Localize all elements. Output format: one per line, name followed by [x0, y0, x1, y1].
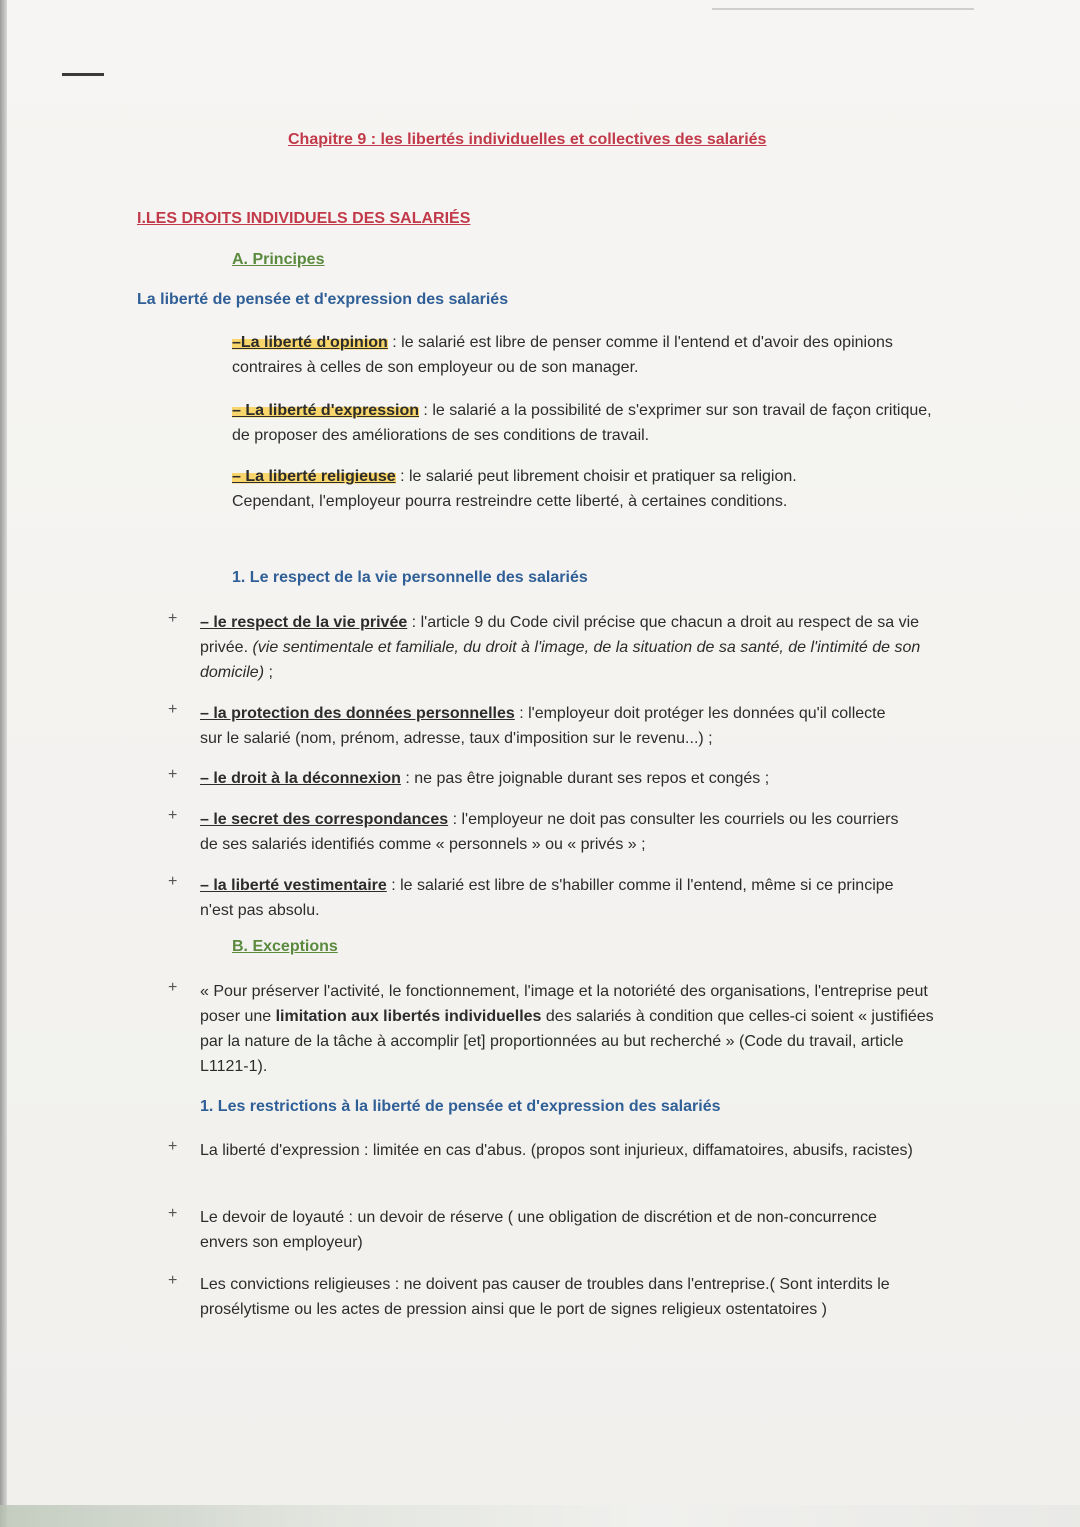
text-liberte-opinion: le salarié est libre de penser comme il l'entend et d'avoir des opinions contraires à celles de son employeur ou de son manager.	[232, 334, 893, 376]
item-vie-privee	[200, 610, 945, 685]
tail-vie-privee: ;	[264, 664, 273, 681]
plus-bullet: +	[168, 873, 178, 890]
item-deconnexion	[200, 766, 920, 791]
text-liberte-expression: le salarié a la possibilité de s'exprimer sur son travail de façon critique, de proposer des améliorations de ses conditions de travail.	[232, 402, 932, 444]
text-deconnexion: ne pas être joignable durant ses repos et congés ;	[414, 770, 770, 787]
term-donnees-personnelles: – la protection des données personnelles	[200, 705, 515, 722]
item-liberte-vestimentaire	[200, 873, 920, 923]
subheading-principes: A. Principes	[232, 251, 325, 268]
exceptions-part1: « Pour préserver l'activité, le fonctionnement, l'image et la notoriété des organisations, l'entreprise peut poser une	[200, 983, 928, 1025]
plus-bullet: +	[168, 807, 178, 824]
text-vie-privee: l'article 9 du Code civil précise que chacun a droit au respect de sa vie privée.	[200, 614, 920, 656]
plus-bullet: +	[168, 1138, 178, 1155]
text-liberte-religieuse: le salarié peut librement choisir et pratiquer sa religion. Cependant, l'employeur pourra restreindre cette liberté, à certaines conditions.	[232, 468, 797, 510]
separator: :	[418, 402, 433, 419]
term-liberte-religieuse: – La liberté religieuse	[232, 468, 396, 485]
text-liberte-vestimentaire: le salarié est libre de s'habiller comme il l'entend, même si ce principe n'est pas absolu.	[200, 877, 894, 919]
plus-bullet: +	[168, 979, 178, 996]
plus-bullet: +	[168, 701, 178, 718]
separator: :	[395, 468, 409, 485]
term-liberte-expression: – La liberté d'expression	[232, 402, 419, 419]
item-donnees-personnelles	[200, 701, 900, 751]
text-donnees-personnelles: l'employeur doit protéger les données qu'il collecte sur le salarié (nom, prénom, adresse, taux d'imposition sur le revenu...) ;	[200, 705, 886, 747]
text-secret-correspondances: l'employeur ne doit pas consulter les courriels ou les courriers de ses salariés identifiés comme « personnels » ou « privés » ;	[200, 811, 899, 853]
page-left-edge	[0, 0, 7, 1527]
separator: :	[407, 614, 421, 631]
plus-bullet: +	[168, 610, 178, 627]
section-heading-individual-rights: I.LES DROITS INDIVIDUELS DES SALARIÉS	[137, 210, 471, 227]
heading-vie-personnelle: 1. Le respect de la vie personnelle des salariés	[232, 569, 588, 586]
restriction-religieuses: Les convictions religieuses : ne doivent pas causer de troubles dans l'entreprise.( Sont interdits le prosélytisme ou les actes de pression ainsi que le port de signes religieux ostentatoires )	[200, 1276, 890, 1318]
scan-top-line	[712, 8, 974, 10]
term-vie-privee: – le respect de la vie privée	[200, 614, 408, 631]
heading-pensee-expression: La liberté de pensée et d'expression des salariés	[137, 291, 509, 308]
restriction-expression: La liberté d'expression : limitée en cas d'abus. (propos sont injurieux, diffamatoires, abusifs, racistes)	[200, 1142, 913, 1159]
exceptions-part2: des salariés à condition que celles-ci soient « justifiées par la nature de la tâche à accomplir [et] proportionnées au but recherché » (Code du travail, article L1121-1).	[200, 1008, 934, 1075]
separator: :	[386, 877, 401, 894]
heading-restrictions: 1. Les restrictions à la liberté de pensée et d'expression des salariés	[200, 1098, 721, 1115]
subheading-exceptions: B. Exceptions	[232, 938, 338, 955]
item-secret-correspondances	[200, 807, 900, 857]
italic-vie-privee: (vie sentimentale et familiale, du droit à l'image, de la situation de sa santé, de l'intimité de son domicile)	[200, 639, 921, 681]
scan-bottom-strip	[0, 1505, 1080, 1527]
paragraph-exceptions	[200, 979, 940, 1079]
plus-bullet: +	[168, 766, 178, 783]
term-secret-correspondances: – le secret des correspondances	[200, 811, 449, 828]
exceptions-bold: limitation aux libertés individuelles	[275, 1008, 542, 1025]
separator: :	[400, 770, 415, 787]
page-dash-mark	[62, 73, 104, 76]
restriction-loyaute: Le devoir de loyauté : un devoir de réserve ( une obligation de discrétion et de non-concurrence envers son employeur)	[200, 1209, 877, 1251]
chapter-title: Chapitre 9 : les libertés individuelles et collectives des salariés	[288, 131, 767, 148]
plus-bullet: +	[168, 1272, 178, 1289]
term-deconnexion: – le droit à la déconnexion	[200, 770, 401, 787]
separator: :	[387, 334, 402, 351]
separator: :	[448, 811, 462, 828]
paragraph-liberte-religieuse	[232, 464, 882, 514]
separator: :	[514, 705, 529, 722]
paragraph-liberte-expression	[232, 398, 942, 448]
paragraph-liberte-opinion	[232, 330, 942, 380]
term-liberte-vestimentaire: – la liberté vestimentaire	[200, 877, 387, 894]
term-liberte-opinion: –La liberté d'opinion	[232, 334, 388, 351]
plus-bullet: +	[168, 1205, 178, 1222]
